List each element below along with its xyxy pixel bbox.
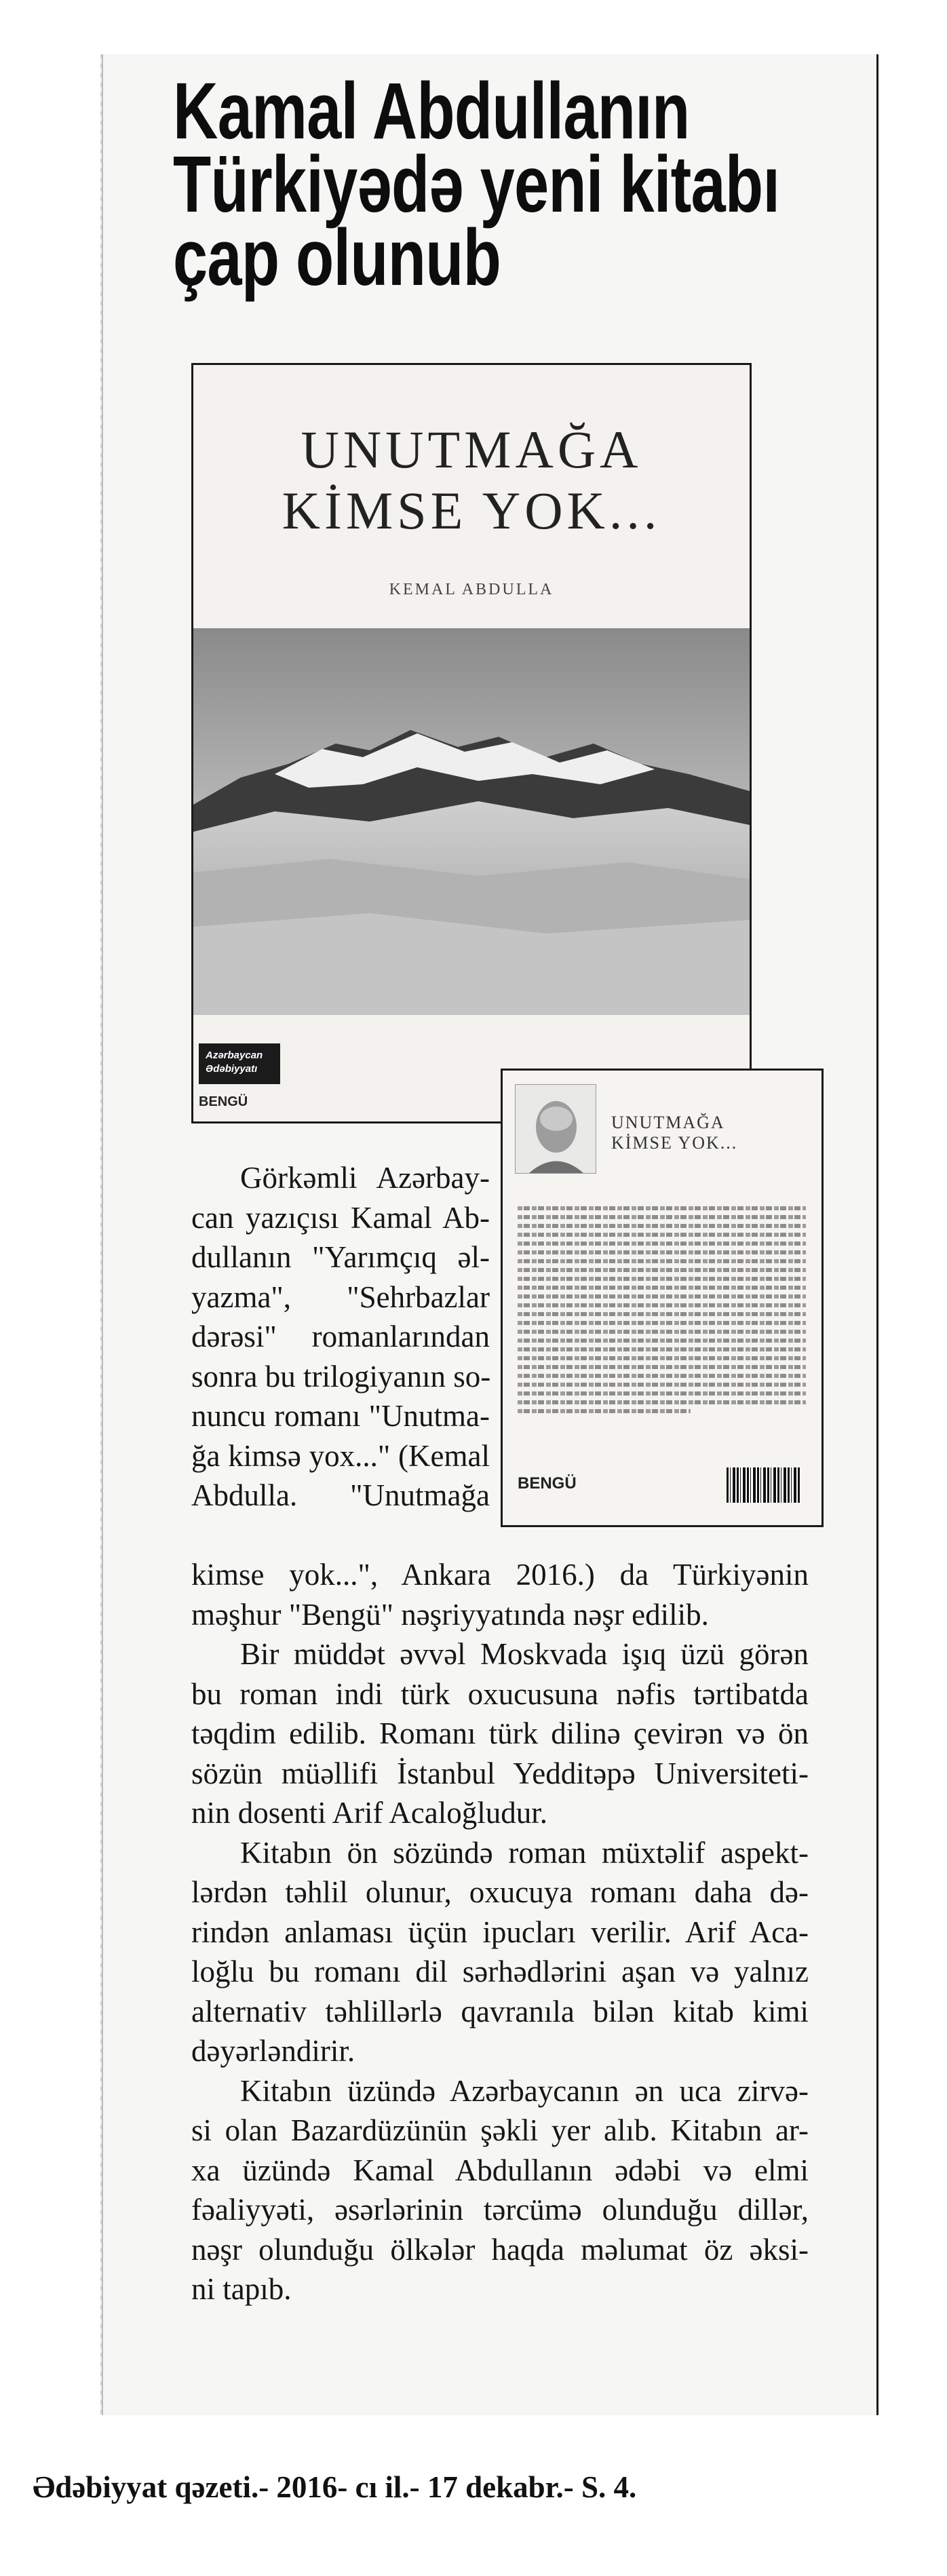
article-line: ğa kimsə yox..." (Kemal: [191, 1438, 490, 1473]
article-line: si olan Bazardüzünün şəkli yer alıb. Kitabın ar-: [191, 2113, 809, 2147]
article-line: Kitabın üzündə Azərbaycanın ən uca zirvə-: [240, 2073, 809, 2108]
article-line: sözün müəllifi İstanbul Yedditəpə Universiteti-: [191, 1756, 809, 1790]
article-line: nəşr olunduğu ölkələr haqda məlumat öz əksi-: [191, 2232, 809, 2267]
mountain-photo: [193, 628, 750, 1015]
article-line: nin dosenti Arif Acaloğludur.: [191, 1796, 547, 1830]
article-headline: [173, 66, 780, 303]
book-title-line: UNUTMAĞA: [301, 420, 642, 479]
article-line: sonra bu trilogiyanın so-: [191, 1359, 491, 1393]
article-line: Kitabın ön sözündə roman müxtəlif aspekt-: [240, 1835, 809, 1870]
back-title-line: UNUTMAĞA: [611, 1113, 725, 1132]
author-portrait: [515, 1084, 596, 1174]
article-line: Görkəmli Azərbay-: [240, 1161, 490, 1195]
article-line: can yazıçısı Kamal Ab-: [191, 1200, 490, 1235]
series-badge: [199, 1043, 280, 1084]
article-line: təqdim edilib. Romanı türk dilinə çevirən və ön: [191, 1716, 809, 1750]
article-line: nuncu romanı "Unutma-: [191, 1399, 490, 1433]
article-line: fəaliyyəti, əsərlərinin tərcümə olunduğu dillər,: [191, 2193, 809, 2227]
series-badge-line: Azərbaycan: [206, 1050, 263, 1061]
article-line: loğlu bu romanı dil sərhədlərini aşan və yalnız: [191, 1955, 809, 1988]
barcode-icon: [727, 1467, 801, 1503]
series-badge-line: Ədəbiyyatı: [206, 1063, 258, 1075]
article-text-narrow: [191, 1158, 490, 1516]
article-line: lərdən təhlil olunur, oxucuya romanı daha də-: [191, 1875, 809, 1909]
article-line: ni tapıb.: [191, 2272, 292, 2306]
article-line: alternativ təhlillərlə qavranıla bilən kitab kimi: [191, 1994, 809, 2029]
back-title-line: KİMSE YOK...: [611, 1133, 738, 1153]
book-author: KEMAL ABDULLA: [389, 581, 554, 598]
article-line: Bir müddət əvvəl Moskvada işıq üzü görən: [240, 1637, 809, 1671]
article-line: Abdulla. "Unutmağa: [191, 1478, 490, 1512]
book-title: [193, 419, 750, 541]
article-line: dəyərləndirir.: [191, 2034, 355, 2068]
headline-line: çap olunub: [173, 213, 501, 303]
book-back-cover: [501, 1069, 824, 1527]
article-line: yazma", "Sehrbazlar: [191, 1280, 490, 1314]
book-front-cover: [191, 363, 752, 1123]
article-line: bu roman indi türk oxucusuna nəfis tərtibatda: [191, 1676, 809, 1711]
source-citation: Ədəbiyyat qəzeti.- 2016- cı il.- 17 dekabr.- S. 4.: [33, 2470, 637, 2504]
article-line: dullanın "Yarımçıq əl-: [191, 1240, 490, 1274]
back-cover-title: [611, 1113, 737, 1153]
article-line: xa üzündə Kamal Abdullanın ədəbi və elmi: [191, 2153, 809, 2187]
article-text-wide: [191, 1555, 809, 2309]
back-cover-text-block: [518, 1206, 806, 1457]
headline-line: Türkiyədə yeni kitabı: [173, 140, 780, 229]
publisher-logo: BENGÜ: [199, 1094, 248, 1109]
headline-line: Kamal Abdullanın: [173, 66, 690, 156]
article-line: məşhur "Bengü" nəşriyyatında nəşr edilib.: [191, 1597, 709, 1632]
article-line: kimse yok...", Ankara 2016.) da Türkiyənin: [191, 1558, 809, 1592]
book-title-line: KİMSE YOK...: [282, 481, 661, 540]
back-publisher-logo: BENGÜ: [518, 1474, 577, 1493]
article-line: rindən anlaması üçün ipucları verilir. Arif Aca-: [191, 1915, 809, 1949]
article-line: dərəsi" romanlarından: [191, 1320, 490, 1353]
